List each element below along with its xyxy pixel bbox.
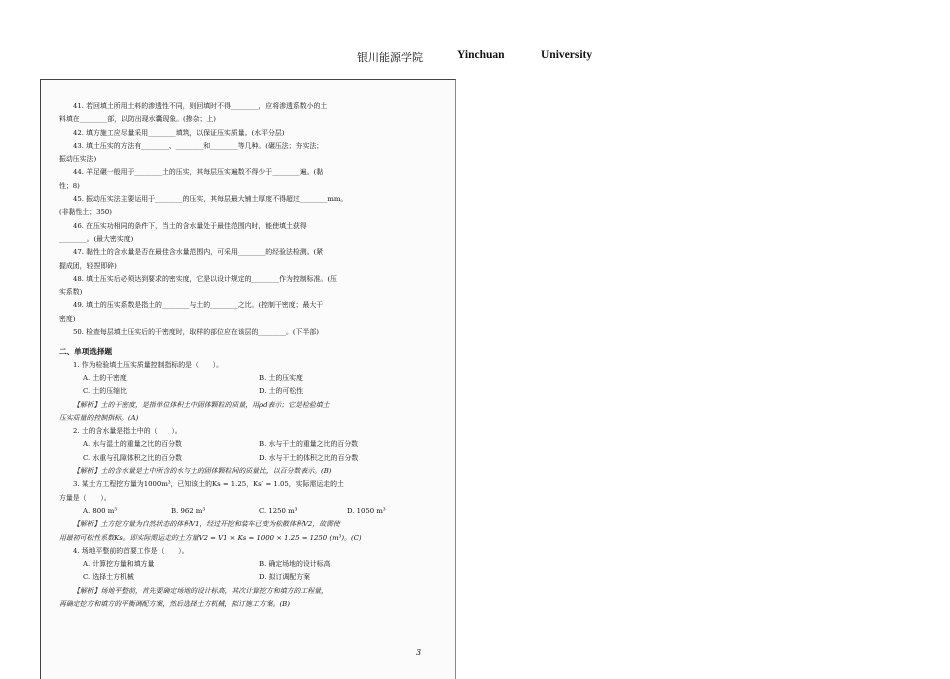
text-line: (非黏性土；350) — [59, 208, 112, 217]
text-line: 50. 检查每层填土压实后的干密度时，取样的部位应在该层的________。(下半部) — [73, 328, 319, 337]
question-stem: 4. 场地平整前的首要工作是（ ）。 — [73, 546, 189, 555]
text-line: 实系数) — [59, 288, 83, 297]
option: D. 土的可松性 — [259, 387, 304, 396]
page-header — [0, 49, 950, 65]
option: C. 选择土方机械 — [83, 573, 134, 582]
scanned-page — [40, 79, 456, 679]
fill-in-questions — [59, 100, 439, 339]
options-row — [59, 452, 439, 465]
option: A. 水与湿土的重量之比的百分数 — [83, 440, 182, 449]
option: C. 1250 m³ — [259, 506, 298, 515]
analysis: 【解析】土的干密度，是指单位体积土中固体颗粒的质量，用ρd表示；它是检验填土 — [73, 400, 330, 409]
option: A. 计算挖方量和填方量 — [83, 560, 155, 569]
text-line: 49. 填土的压实系数是指土的________与土的________之比。(控制干密度；最大干 — [73, 301, 324, 310]
option: A. 土的干密度 — [83, 373, 127, 382]
option: B. 确定场地的设计标高 — [259, 560, 331, 569]
header-school-name-cn: 银川能源学院 — [357, 51, 423, 64]
text-line: 48. 填土压实后必须达到要求的密实度，它是以设计规定的________作为控制标准。(压 — [73, 274, 337, 283]
options-row — [59, 571, 439, 584]
question-stem-cont: 方量是（ ）。 — [59, 493, 111, 502]
section-title: 二、单项选择题 — [59, 347, 113, 357]
page-number: 3 — [416, 648, 422, 657]
text-line: 振动压实法) — [59, 155, 97, 164]
text-line: 42. 填方施工应尽量采用________填筑，以保证压实质量。(水平分层) — [73, 128, 285, 137]
analysis: 【解析】土方挖方量为自然状态的体积V1，经过开挖和装车已变为松散体积V2，故需使 — [73, 520, 340, 529]
header-school-name-en-2: University — [541, 49, 593, 61]
text-line: 47. 黏性土的含水量是否在最佳含水量范围内，可采用________的经验法检测。(紧 — [73, 248, 324, 257]
analysis: 【解析】场地平整前，首先要确定场地的设计标高，其次计算挖方和填方的工程量， — [73, 586, 328, 595]
page-content — [59, 100, 439, 611]
text-line: 41. 若回填土所用土料的渗透性不同，则回填时不得________，应将渗透系数小的土 — [73, 102, 328, 110]
option: D. 拟订调配方案 — [259, 573, 311, 582]
option: D. 1050 m³ — [347, 506, 386, 515]
option: C. 土的压缩比 — [83, 387, 127, 396]
text-line: 料填在________部，以防出现水囊现象。(掺杂；上) — [59, 115, 216, 124]
option: B. 962 m³ — [171, 506, 206, 515]
analysis: 【解析】土的含水量是土中所含的水与土的固体颗粒间的质量比，以百分数表示。(B) — [73, 467, 332, 476]
option: C. 水重与孔隙体积之比的百分数 — [83, 453, 182, 462]
text-line: 46. 在压实功相同的条件下，当土的含水量处于最佳范围内时，能使填土获得 — [73, 221, 307, 230]
options-row — [59, 372, 439, 385]
analysis: 用最初可松性系数Ks。即实际需运走的土方量V2 = V1 × Ks = 1000 × 1.25 = 1250 (m³)。(C) — [59, 533, 362, 542]
question-stem: 1. 作为检验填土压实质量控制指标的是（ ）。 — [73, 360, 224, 369]
option: B. 水与干土的重量之比的百分数 — [259, 440, 359, 449]
options-row — [59, 558, 439, 571]
options-row — [59, 438, 439, 451]
text-line: 44. 羊足碾一般用于________土的压实，其每层压实遍数不得少于________遍。(黏 — [73, 168, 324, 177]
option: D. 水与干土的体积之比的百分数 — [259, 453, 359, 462]
text-line: 密度) — [59, 314, 76, 323]
option: A. 800 m³ — [83, 506, 117, 515]
text-line: 握成团，轻捏即碎) — [59, 261, 117, 270]
header-school-name-en-1: Yinchuan — [457, 49, 505, 61]
question-stem: 3. 某土方工程挖方量为1000m³，已知该土的Ks = 1.25，Ks′ = 1.05，实际需运走的土 — [73, 480, 344, 489]
text-line: 43. 填土压实的方法有________、________和________等几种。(碾压法；夯实法； — [73, 141, 324, 150]
question-stem: 2. 土的含水量是指土中的（ ）。 — [73, 427, 182, 436]
text-line: 性；8) — [59, 181, 80, 190]
text-line: 45. 振动压实法主要运用于________的压实，其每层最大铺土厚度不得超过________mm。 — [73, 195, 348, 204]
options-row — [59, 385, 439, 398]
analysis: 再确定挖方和填方的平衡调配方案，然后选择土方机械，拟订施工方案。(B) — [59, 599, 290, 608]
text-line: ________。(最大密实度) — [59, 234, 134, 243]
options-row — [59, 505, 439, 518]
option: B. 土的压实度 — [259, 373, 303, 382]
analysis: 压实质量的控制指标。(A) — [59, 413, 139, 422]
